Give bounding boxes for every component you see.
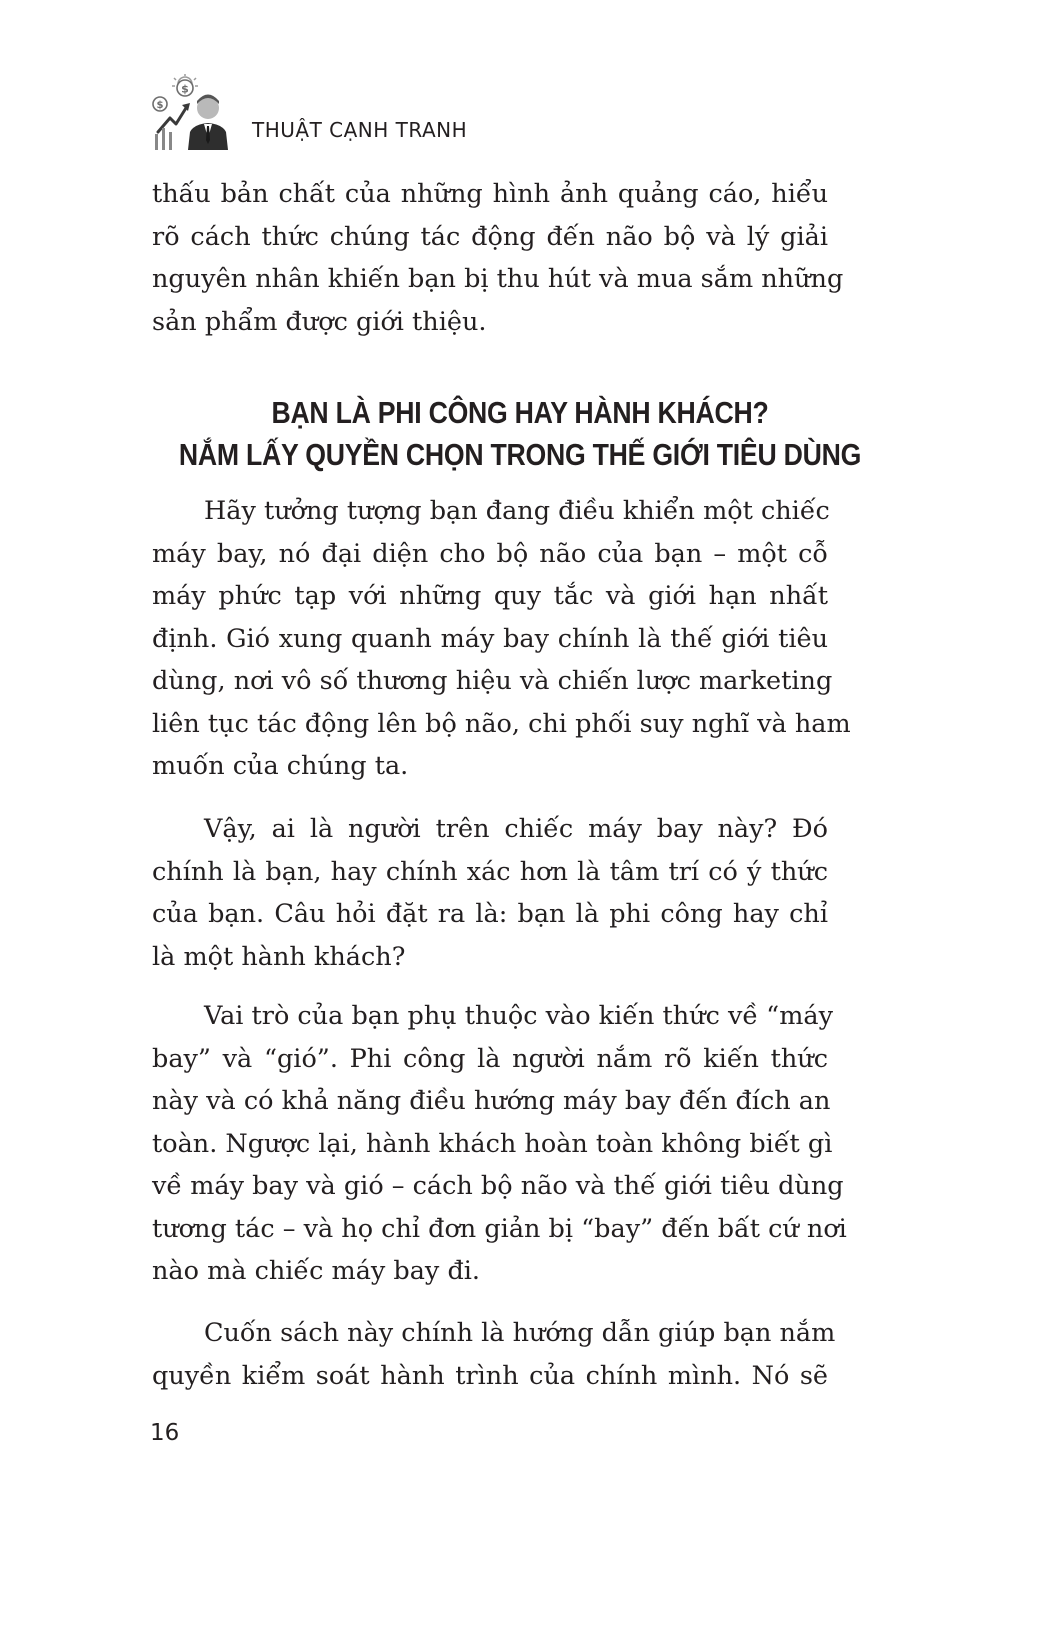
text-line: quyền kiểm soát hành trình của chính mình. Nó sẽ — [152, 1360, 828, 1391]
text-line: nguyên nhân khiến bạn bị thu hút và mua sắm những — [152, 264, 844, 294]
text-line: Vai trò của bạn phụ thuộc vào kiến thức về “máy — [204, 1001, 834, 1031]
text-line: của bạn. Câu hỏi đặt ra là: bạn là phi công hay chỉ — [152, 899, 828, 929]
page-number: 16 — [150, 1420, 180, 1446]
section-heading-line: BẠN LÀ PHI CÔNG HAY HÀNH KHÁCH? — [271, 395, 769, 430]
text-line: toàn. Ngược lại, hành khách hoàn toàn không biết gì — [152, 1128, 833, 1159]
svg-text:$: $ — [181, 82, 189, 96]
running-title: THUẬT CẠNH TRANH — [252, 118, 468, 142]
businessman-growth-icon — [152, 74, 234, 150]
svg-text:$: $ — [156, 100, 164, 111]
paragraph-4 — [152, 1312, 836, 1397]
text-line: Vậy, ai là người trên chiếc máy bay này? Đó — [204, 814, 828, 844]
text-line: dùng, nơi vô số thương hiệu và chiến lược marketing — [152, 666, 833, 696]
text-line: chính là bạn, hay chính xác hơn là tâm trí có ý thức — [152, 856, 828, 887]
text-line: liên tục tác động lên bộ não, chi phối suy nghĩ và ham — [152, 708, 851, 739]
paragraph-1 — [152, 490, 851, 788]
text-line: thấu bản chất của những hình ảnh quảng cáo, hiểu — [152, 179, 828, 209]
paragraph-3 — [152, 995, 847, 1293]
text-line: máy phức tạp với những quy tắc và giới hạn nhất — [152, 581, 828, 611]
paragraph-2 — [152, 808, 828, 978]
section-heading — [159, 392, 881, 476]
intro-paragraph — [152, 173, 844, 343]
text-line: sản phẩm được giới thiệu. — [152, 306, 487, 337]
text-line: Cuốn sách này chính là hướng dẫn giúp bạn nắm — [204, 1318, 836, 1348]
text-line: tương tác – và họ chỉ đơn giản bị “bay” đến bất cứ nơi — [152, 1213, 847, 1244]
text-line: muốn của chúng ta. — [152, 751, 409, 781]
running-header — [152, 74, 652, 154]
section-heading-line: NẮM LẤY QUYỀN CHỌN TRONG THẾ GIỚI TIÊU DÙNG — [178, 437, 862, 472]
text-line: bay” và “gió”. Phi công là người nắm rõ kiến thức — [152, 1043, 828, 1074]
text-line: định. Gió xung quanh máy bay chính là thế giới tiêu — [152, 623, 828, 654]
text-line: Hãy tưởng tượng bạn đang điều khiển một chiếc — [204, 496, 830, 526]
text-line: máy bay, nó đại diện cho bộ não của bạn – một cỗ — [152, 538, 828, 569]
text-line: là một hành khách? — [152, 941, 406, 972]
text-line: này và có khả năng điều hướng máy bay đến đích an — [152, 1086, 831, 1116]
text-line: nào mà chiếc máy bay đi. — [152, 1256, 481, 1286]
text-line: rõ cách thức chúng tác động đến não bộ và lý giải — [152, 221, 828, 252]
text-line: về máy bay và gió – cách bộ não và thế giới tiêu dùng — [152, 1171, 844, 1201]
